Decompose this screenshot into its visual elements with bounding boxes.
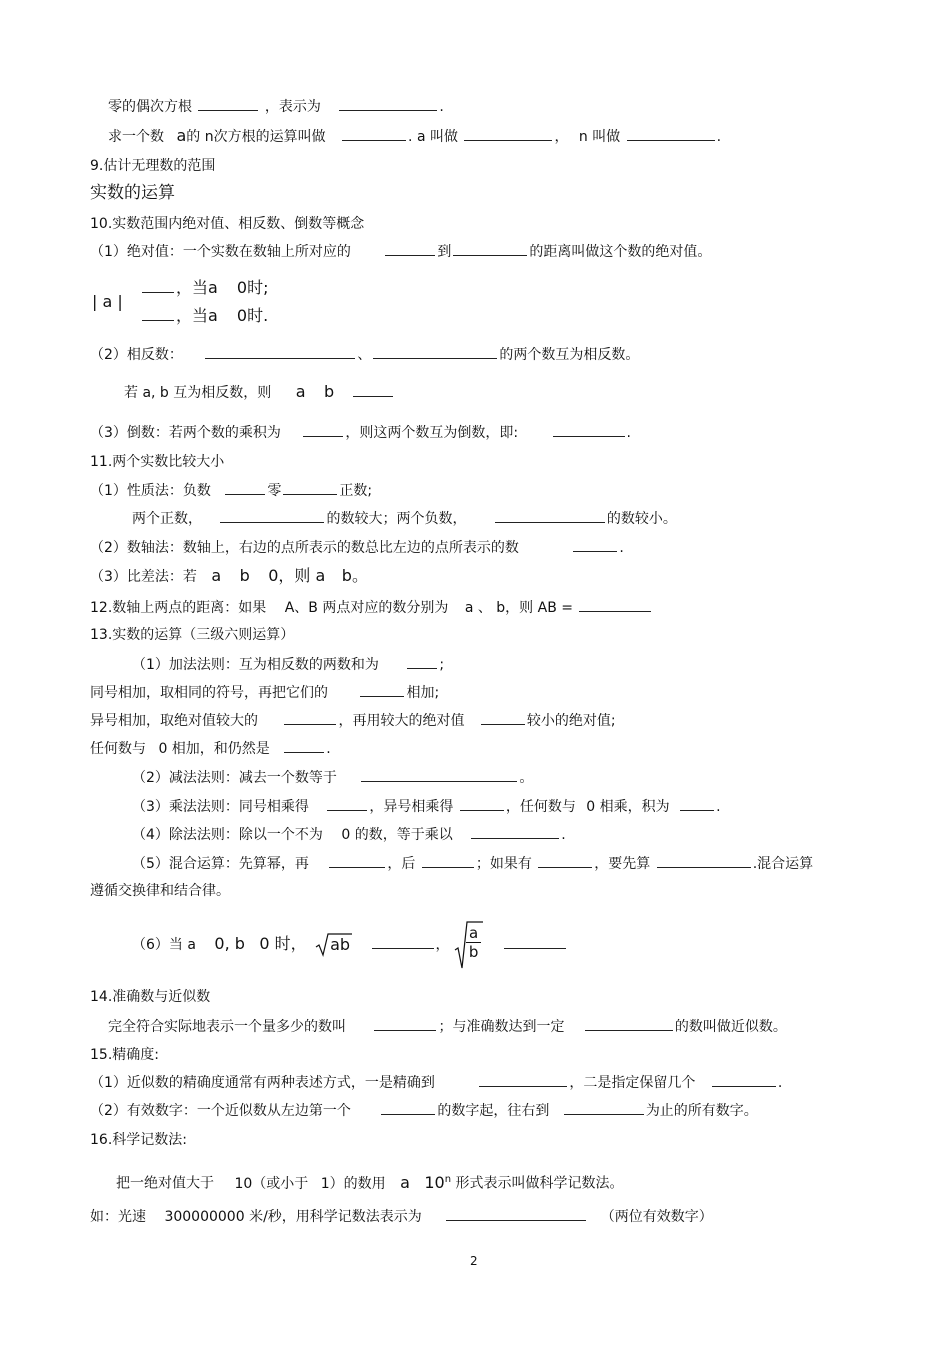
mixed-ops bbox=[132, 853, 813, 874]
blank[interactable] bbox=[303, 422, 343, 437]
var-a: a bbox=[211, 566, 222, 585]
text: 0时; bbox=[236, 278, 269, 297]
blank[interactable] bbox=[407, 654, 437, 669]
text: . bbox=[716, 129, 722, 145]
page-number: 2 bbox=[470, 1254, 478, 1268]
text: ，要先算 bbox=[594, 856, 651, 872]
text: 异号相加，取绝对值较大的 bbox=[90, 713, 258, 729]
text: ， bbox=[554, 129, 569, 145]
text: 0 的数，等于乘以 bbox=[341, 827, 453, 843]
text: 到 bbox=[437, 244, 452, 260]
text: 零的偶次方根 bbox=[108, 99, 192, 115]
text: 的数叫做近似数。 bbox=[674, 1019, 787, 1035]
add-rule-4 bbox=[90, 738, 331, 759]
fraction-a-over-b bbox=[466, 924, 481, 961]
sqrt-fraction bbox=[454, 920, 484, 970]
blank[interactable] bbox=[585, 1016, 673, 1031]
blank[interactable] bbox=[579, 597, 651, 612]
abs-case-1 bbox=[140, 278, 268, 298]
blank[interactable] bbox=[479, 1072, 567, 1087]
text: ， bbox=[435, 937, 450, 953]
heading-15: 15.精确度: bbox=[90, 1047, 159, 1063]
blank[interactable] bbox=[446, 1206, 586, 1221]
section-title: 实数的运算 bbox=[90, 183, 175, 203]
text: 、 bbox=[357, 347, 372, 363]
precision-1 bbox=[90, 1072, 782, 1093]
text: 完全符合实际地表示一个量多少的数叫 bbox=[108, 1019, 346, 1035]
opposite-ab bbox=[124, 382, 395, 403]
text: 零 bbox=[267, 483, 282, 499]
text: 300000000 米/秒，用科学记数法表示为 bbox=[164, 1209, 422, 1225]
mixed-ops-cont: 遵循交换律和结合律。 bbox=[90, 883, 230, 899]
blank[interactable] bbox=[372, 934, 434, 949]
sci-notation-example bbox=[90, 1206, 713, 1227]
text: . bbox=[777, 1075, 783, 1091]
text: 相加; bbox=[406, 685, 440, 701]
text: . bbox=[619, 540, 624, 556]
blank[interactable] bbox=[198, 96, 258, 111]
blank[interactable] bbox=[225, 480, 265, 495]
blank[interactable] bbox=[284, 738, 324, 753]
heading-9: 9.估计无理数的范围 bbox=[90, 158, 216, 174]
add-rule-3 bbox=[90, 710, 616, 731]
text: （3）乘法法则：同号相乘得 bbox=[132, 799, 309, 815]
precision-2 bbox=[90, 1100, 758, 1121]
text: ，任何数与 bbox=[505, 799, 576, 815]
text: ，再用较大的绝对值 bbox=[338, 713, 465, 729]
blank[interactable] bbox=[657, 853, 751, 868]
text: ，二是指定保留几个 bbox=[569, 1075, 696, 1091]
text: 的数较小。 bbox=[606, 511, 677, 527]
blank[interactable] bbox=[453, 241, 527, 256]
var-n: n bbox=[204, 129, 214, 145]
denominator: b bbox=[468, 943, 479, 961]
compare-property bbox=[90, 480, 372, 501]
numerator: a bbox=[466, 924, 481, 943]
text: n 叫做 bbox=[578, 129, 621, 145]
blank[interactable] bbox=[327, 796, 367, 811]
var-a: a bbox=[295, 382, 306, 401]
blank[interactable] bbox=[374, 1016, 436, 1031]
line-nth-root bbox=[108, 126, 721, 147]
blank[interactable] bbox=[339, 96, 437, 111]
text: . bbox=[326, 741, 331, 757]
text: 0时. bbox=[236, 306, 269, 325]
text: 形式表示叫做科学记数法。 bbox=[455, 1175, 624, 1192]
text: 如：光速 bbox=[90, 1209, 146, 1225]
text: （4）除法法则：除以一个不为 bbox=[132, 827, 323, 843]
ten: 10 bbox=[424, 1172, 445, 1192]
text: 0, b bbox=[214, 934, 245, 953]
blank[interactable] bbox=[564, 1100, 644, 1115]
blank[interactable] bbox=[342, 126, 406, 141]
add-rule-1 bbox=[132, 654, 444, 675]
blank[interactable] bbox=[627, 126, 715, 141]
sci-notation-def bbox=[116, 1170, 624, 1194]
text: ；如果有 bbox=[475, 856, 532, 872]
blank[interactable] bbox=[553, 422, 625, 437]
blank[interactable] bbox=[422, 853, 474, 868]
blank[interactable] bbox=[680, 796, 714, 811]
text: ，后 bbox=[387, 856, 416, 872]
text: ; bbox=[439, 657, 445, 673]
heading-12 bbox=[90, 597, 653, 618]
text: 的数字起，往右到 bbox=[437, 1103, 550, 1119]
text: 1）的数用 bbox=[320, 1175, 386, 1192]
blank[interactable] bbox=[504, 934, 566, 949]
text: 的距离叫做这个数的绝对值。 bbox=[529, 244, 712, 260]
var-a: a bbox=[176, 126, 187, 145]
heading-16: 16.科学记数法: bbox=[90, 1132, 187, 1148]
text: .混合运算 bbox=[752, 856, 814, 872]
text: 求一个数 bbox=[108, 129, 164, 145]
text: 10（或小于 bbox=[234, 1175, 309, 1192]
reciprocal-def bbox=[90, 422, 631, 443]
heading-14: 14.准确数与近似数 bbox=[90, 989, 211, 1005]
blank[interactable] bbox=[142, 306, 174, 321]
text: （1）加法法则：互为相反数的两数和为 bbox=[132, 657, 379, 673]
heading-13: 13.实数的运算（三级六则运算） bbox=[90, 627, 295, 643]
var-b: b bbox=[324, 382, 335, 401]
blank[interactable] bbox=[373, 344, 497, 359]
var-b: b bbox=[239, 566, 250, 585]
sqrt-content: ab bbox=[330, 935, 351, 954]
text: （1）近似数的精确度通常有两种表述方式，一是精确到 bbox=[90, 1075, 435, 1091]
blank[interactable] bbox=[353, 382, 393, 397]
blank[interactable] bbox=[142, 278, 174, 293]
compare-positive-negative bbox=[132, 508, 677, 529]
blank[interactable] bbox=[220, 508, 324, 523]
div-rule bbox=[132, 824, 566, 845]
text: （2）数轴法：数轴上，右边的点所表示的数总比左边的点所表示的数 bbox=[90, 540, 519, 556]
text: a 、 b，则 AB = bbox=[464, 600, 573, 616]
abs-definition bbox=[90, 241, 711, 262]
add-rule-2 bbox=[90, 682, 439, 703]
text: （2）有效数字：一个近似数从左边第一个 bbox=[90, 1103, 351, 1119]
text: . bbox=[561, 827, 566, 843]
text: ，表示为 bbox=[264, 99, 321, 115]
blank[interactable] bbox=[573, 537, 617, 552]
blank[interactable] bbox=[360, 682, 404, 697]
text: （1）绝对值：一个实数在数轴上所对应的 bbox=[90, 244, 351, 260]
text: . bbox=[716, 799, 721, 815]
text: （6）当 a bbox=[132, 937, 196, 953]
opposite-def bbox=[90, 344, 639, 365]
text: b。 bbox=[341, 566, 368, 585]
text: 把一绝对值大于 bbox=[116, 1175, 214, 1192]
approx-def bbox=[108, 1016, 787, 1037]
line-even-root bbox=[108, 96, 444, 117]
text: . bbox=[439, 99, 444, 115]
var-a: a bbox=[400, 1172, 410, 1192]
text: 的数较大；两个负数， bbox=[326, 511, 467, 527]
text: . bbox=[626, 425, 631, 441]
blank[interactable] bbox=[481, 710, 525, 725]
text: 。 bbox=[519, 770, 534, 786]
text: 次方根的运算叫做 bbox=[213, 129, 326, 145]
blank[interactable] bbox=[283, 480, 337, 495]
abs-formula bbox=[90, 276, 390, 330]
text: ；与准确数达到一定 bbox=[438, 1019, 565, 1035]
text: 正数; bbox=[339, 483, 373, 499]
text: 任何数与 bbox=[90, 741, 146, 757]
blank[interactable] bbox=[361, 767, 517, 782]
text: 较小的绝对值; bbox=[526, 713, 616, 729]
abs-lhs: | a | bbox=[92, 292, 123, 311]
text: 0 相加，和仍然是 bbox=[158, 741, 270, 757]
blank[interactable] bbox=[464, 126, 552, 141]
text: 的两个数互为相反数。 bbox=[499, 347, 640, 363]
text: 两个正数， bbox=[132, 511, 202, 527]
abs-case-2 bbox=[140, 306, 268, 326]
blank[interactable] bbox=[495, 508, 605, 523]
blank[interactable] bbox=[284, 710, 336, 725]
text: （2）相反数： bbox=[90, 347, 183, 363]
text: 0，则 a bbox=[268, 566, 326, 585]
text: . a 叫做 bbox=[408, 129, 458, 145]
blank[interactable] bbox=[329, 853, 385, 868]
text: （2）减法法则：减去一个数等于 bbox=[132, 770, 337, 786]
text: ，则这两个数互为倒数，即: bbox=[345, 425, 519, 441]
text: 为止的所有数字。 bbox=[645, 1103, 758, 1119]
blank[interactable] bbox=[538, 853, 592, 868]
sqrt-ab bbox=[315, 922, 353, 968]
text: （3）倒数：若两个数的乘积为 bbox=[90, 425, 281, 441]
text: （5）混合运算：先算幂，再 bbox=[132, 856, 309, 872]
exponent-n: n bbox=[444, 1174, 452, 1185]
text: A、B 两点对应的数分别为 bbox=[284, 600, 449, 616]
sub-rule bbox=[132, 767, 533, 788]
blank[interactable] bbox=[460, 796, 504, 811]
text: （两位有效数字） bbox=[600, 1209, 713, 1225]
text: （3）比差法：若 bbox=[90, 569, 197, 585]
text: （1）性质法：负数 bbox=[90, 483, 211, 499]
blank[interactable] bbox=[381, 1100, 435, 1115]
blank[interactable] bbox=[712, 1072, 776, 1087]
text: ，当a bbox=[176, 278, 218, 297]
compare-number-line bbox=[90, 537, 624, 558]
heading-10: 10.实数范围内绝对值、相反数、倒数等概念 bbox=[90, 216, 365, 232]
text: 若 a, b 互为相反数，则 bbox=[124, 385, 272, 401]
text: 同号相加，取相同的符号，再把它们的 bbox=[90, 685, 328, 701]
text: 0 相乘，积为 bbox=[586, 799, 670, 815]
root-rule bbox=[132, 920, 568, 970]
mul-rule bbox=[132, 796, 721, 817]
blank[interactable] bbox=[385, 241, 435, 256]
text: ，异号相乘得 bbox=[369, 799, 454, 815]
text: ，当a bbox=[176, 306, 218, 325]
heading-11: 11.两个实数比较大小 bbox=[90, 454, 225, 470]
text: 12.数轴上两点的距离：如果 bbox=[90, 600, 267, 616]
text: 的 bbox=[186, 129, 201, 145]
blank[interactable] bbox=[471, 824, 559, 839]
text: 0 时， bbox=[259, 934, 307, 953]
blank[interactable] bbox=[205, 344, 355, 359]
compare-difference bbox=[90, 566, 368, 587]
